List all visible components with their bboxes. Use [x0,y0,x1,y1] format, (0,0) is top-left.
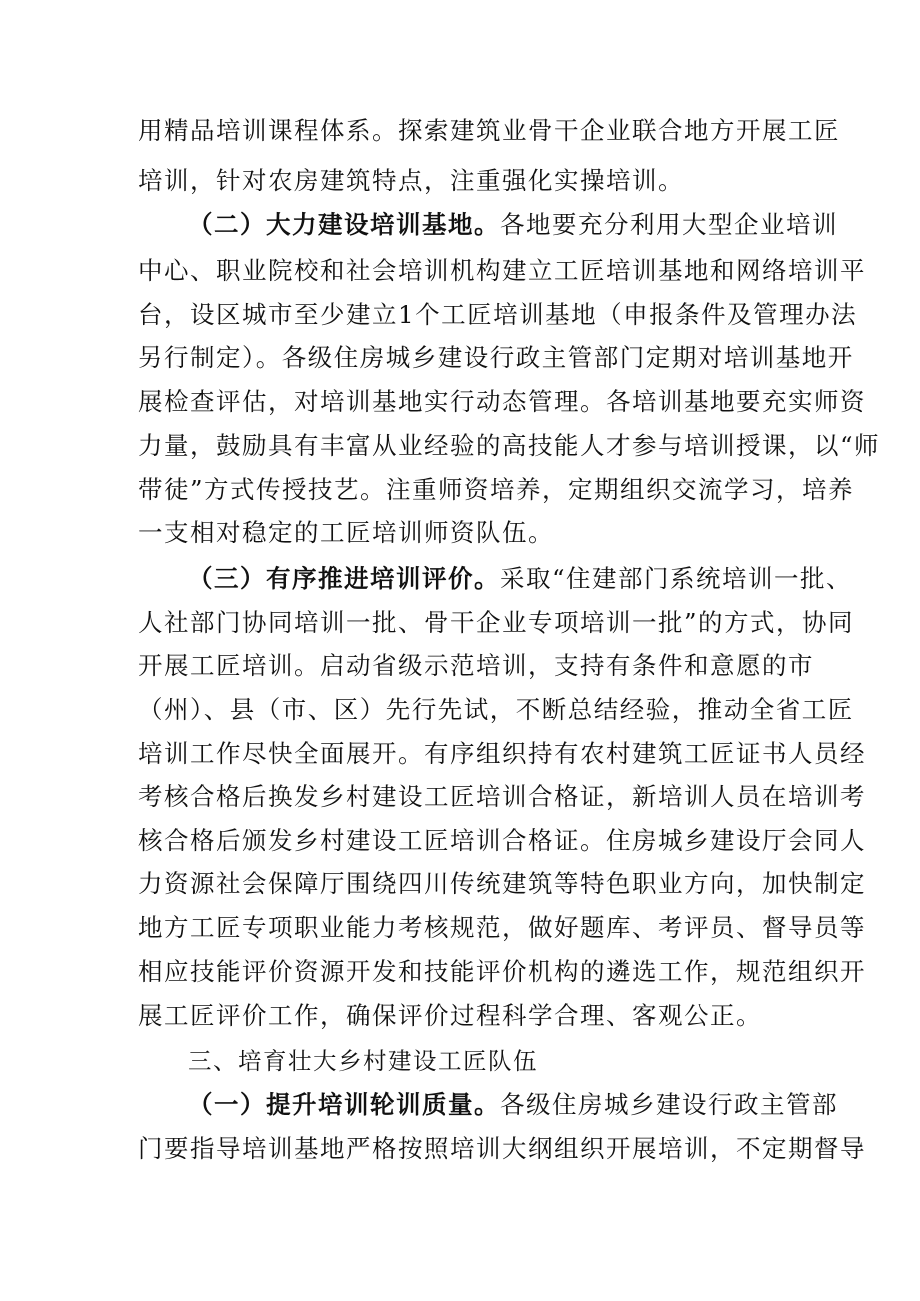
line-text: 用精品培训课程体系。探索建筑业骨干企业联合地方开展工匠 [138,116,840,145]
paragraph-line [138,116,840,146]
line-text: 开展工匠培训。启动省级示范培训，支持有条件和意愿的市 [138,651,814,680]
line-text: 培训工作尽快全面展开。有序组织持有农村建筑工匠证书人员经 [138,739,866,768]
line-text: （州）、县（市、区）先行先试，不断总结经验，推动全省工匠 [138,695,854,724]
line-text: 相应技能评价资源开发和技能评价机构的遴选工作，规范组织开 [138,957,866,986]
paragraph-line [138,431,881,461]
subsection-title: （一）提升培训轮训质量。 [188,1090,500,1119]
paragraph-line [138,256,866,286]
line-text: 核合格后颁发乡村建设工匠培训合格证。住房城乡建设厅会同人 [138,826,866,855]
paragraph-line [138,1134,866,1164]
line-text: 门要指导培训基地严格按照培训大纲组织开展培训，不定期督导 [138,1134,866,1163]
paragraph-line [138,387,866,417]
line-text: 人社部门协同培训一批、骨干企业专项培训一批”的方式，协同 [138,608,855,637]
paragraph-line [138,518,788,548]
paragraph-line [138,1001,788,1031]
line-text: 中心、职业院校和社会培训机构建立工匠培训基地和网络培训平 [138,256,866,285]
paragraph-line [138,608,855,638]
subsection-title: （二）大力建设培训基地。 [188,210,500,239]
line-text: 各地要充分利用大型企业培训 [500,210,838,239]
line-text: 一支相对稳定的工匠培训师资队伍。 [138,518,554,547]
section-heading-line [188,564,853,594]
section-title: 三、培育壮大乡村建设工匠队伍 [188,1047,538,1075]
section-heading-line [188,1090,838,1120]
line-text: 考核合格后换发乡村建设工匠培训合格证，新培训人员在培训考 [138,782,866,811]
line-text: 采取“住建部门系统培训一批、 [500,564,853,593]
line-text: 展检查评估，对培训基地实行动态管理。各培训基地要充实师资 [138,387,866,416]
paragraph-line [138,957,866,987]
line-text: 各级住房城乡建设行政主管部 [500,1090,838,1119]
line-text: 地方工匠专项职业能力考核规范，做好题库、考评员、督导员等 [138,913,866,942]
line-text: 带徒”方式传授技艺。注重师资培养，定期组织交流学习，培养 [138,475,855,504]
paragraph-line [138,695,854,725]
paragraph-line [138,300,858,330]
line-text: 培训，针对农房建筑特点，注重强化实操培训。 [138,166,684,195]
section-heading-line [188,210,838,240]
paragraph-line [138,651,814,681]
paragraph-line [138,166,788,196]
paragraph-line [138,826,866,856]
line-text: 力资源社会保障厅围绕四川传统建筑等特色职业方向，加快制定 [138,869,866,898]
section-heading [188,1046,838,1076]
line-text: 台，设区城市至少建立1个工匠培训基地（申报条件及管理办法 [138,300,858,329]
paragraph-line [138,782,866,812]
paragraph-line [138,913,866,943]
paragraph-line [138,739,866,769]
line-text: 力量，鼓励具有丰富从业经验的高技能人才参与培训授课，以“师 [138,431,881,460]
paragraph-line [138,869,866,899]
paragraph-line [138,343,854,373]
line-text: 另行制定）。各级住房城乡建设行政主管部门定期对培训基地开 [138,343,854,372]
line-text: 展工匠评价工作，确保评价过程科学合理、客观公正。 [138,1001,762,1030]
subsection-title: （三）有序推进培训评价。 [188,564,500,593]
paragraph-line [138,475,855,505]
